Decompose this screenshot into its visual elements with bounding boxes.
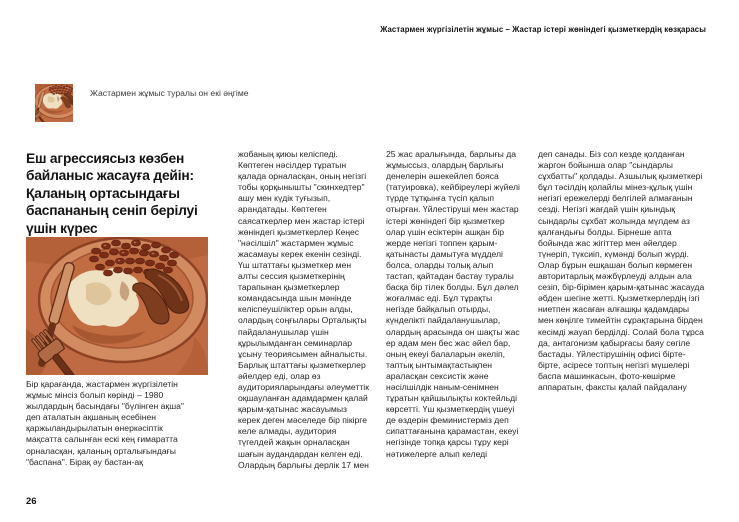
book-cover-thumbnail-image — [35, 84, 73, 122]
plate-illustration — [26, 237, 208, 375]
text-column-3: 25 жас аралығында, барлығы да жұмыссыз, олардың барлығы денелерін әшекейлеп бояса (татуировка), кейбіреулері жүйелі түрде тұтқынға түсіп қалып отырған. Үйлестіруші мен жастар істері жөніндегі бір қызметкер олар үшін есіктерін ашқан бір жерде негізгі топпен қарым-қатынасты дамытуға мүдделі болса, оларды толық алып тастап, қайтадан бастау туралы басқа бір тілек болды. Бұл дәлел жоғалмас еді. Бұл тұрақты негізде байқалып отырды, күнделікті пайдаланушылар, олардың арасында он шақты жас ер адам мен бес жас әйел бар, оның екеуі балаларын әкеліп, таптық ынтымақтастықпен араласқан сексистік және нәсілшілдік наным-сенімнен тұратын қайшылықты коктейльді көрсетті. Үш қызметкердің үшеуі де өздерін феминистерміз деп сипаттағанына қарамастан, екеуі негізінде топқа қарсы тұру кері нәтижелерге алып келеді — [386, 149, 520, 459]
running-header: Жастармен жүргізілетін жұмыс – Жастар істері жөніндегі қызметкердің көзқарасы — [380, 25, 706, 34]
text-column-1: Бір қарағанда, жастармен жүргізілетін жұмыс мінсіз болып көрінді – 1980 жылдардың басындағы "бүлінген ақша" деп аталатын ақшаның есебінен қаржыландырылатын өнеркәсіптік мақсатта салынған ескі кең ғимаратта орналасқан, қаланың орталығындағы "баспана". Бірақ әу бастан-ақ — [26, 379, 184, 467]
page-number: 26 — [26, 496, 37, 507]
text-column-2: жобаның қиюы келіспеді. Көптеген нәсілдер тұратын қалада орналасқан, оның негізгі тобы қорқынышты "скинхедтер" ашу мен күдік туғызып, арандатады. Көптеген саясаткерлер мен жастар істері жөніндегі қызметкерлер Кеңес "нәсілшіл" жастармен жұмыс жасамауы керек екенін сезінді. Үш штаттағы қызметкер мен алты сессия қызметкерінің тарапынан қызметкерлер командасында шын мәнінде келіспеушіліктер орын алды, олардың соңғылары Орталықты пайдаланушылар үшін құрылымданған семинарлар ұсыну теориясымен айналысты. Барлық штаттағы қызметкерлер әйелдер еді, олар өз аудиторияларындағы әлеуметтік оқшауланған адамдармен қалай қарым-қатынас жасауымыз керек деген мәселеде бір пікірге келе алмады, аудитория түгелдей жақын орналасқан шағын аудандардан келген еді. Олардың барлығы дерлік 17 мен — [238, 149, 369, 470]
book-reference — [35, 84, 249, 122]
text-column-4: деп санады. Біз сол кезде қолданған жаргон бойынша олар "сындарлы сұхбатты" қолдады. Азшылық қызметкері бұл тәсілдің қолайлы мінез-құлық үшін негізгі ережелерді белгілей алмағанын сезді. Негізгі жағдай үшін қиындық сындарлы сұхбат жолында мүлдем аз қалғандығы болды. Бірнеше апта бойында жас жігіттер мен әйелдер түнеріп, түксиіп, күмәнді болып жүрді. Олар бұрын ешқашан болып көрмеген авторитарлық мәжбүрлеуді алдын ала сезіп, бір-бірімен қарым-қатынас жасауда әбден шегіне жетті. Қызметкерлердің ізгі ниетпен жасаған алғашқы қадамдары мен көңілге тимейтін сұрақтарына бірден кесімді жауап берділді. Солай бола тұрса да, антагонизм қабырғасы баяу сөгіле бастады. Үйлестірушінің офисі бірте-бірте, әсіресе топтың негізгі мүшелері баспа машинкасын, фото-көшірме аппаратын, факсты қалай пайдалану — [538, 149, 705, 392]
book-title-caption: Жастармен жұмыс туралы он екі әңгіме — [90, 88, 249, 98]
article-title: Еш агрессиясыз көзбен байланыс жасауға дейін: Қаланың ортасындағы баспананың сеніп берілуі үшін күрес — [26, 151, 198, 236]
